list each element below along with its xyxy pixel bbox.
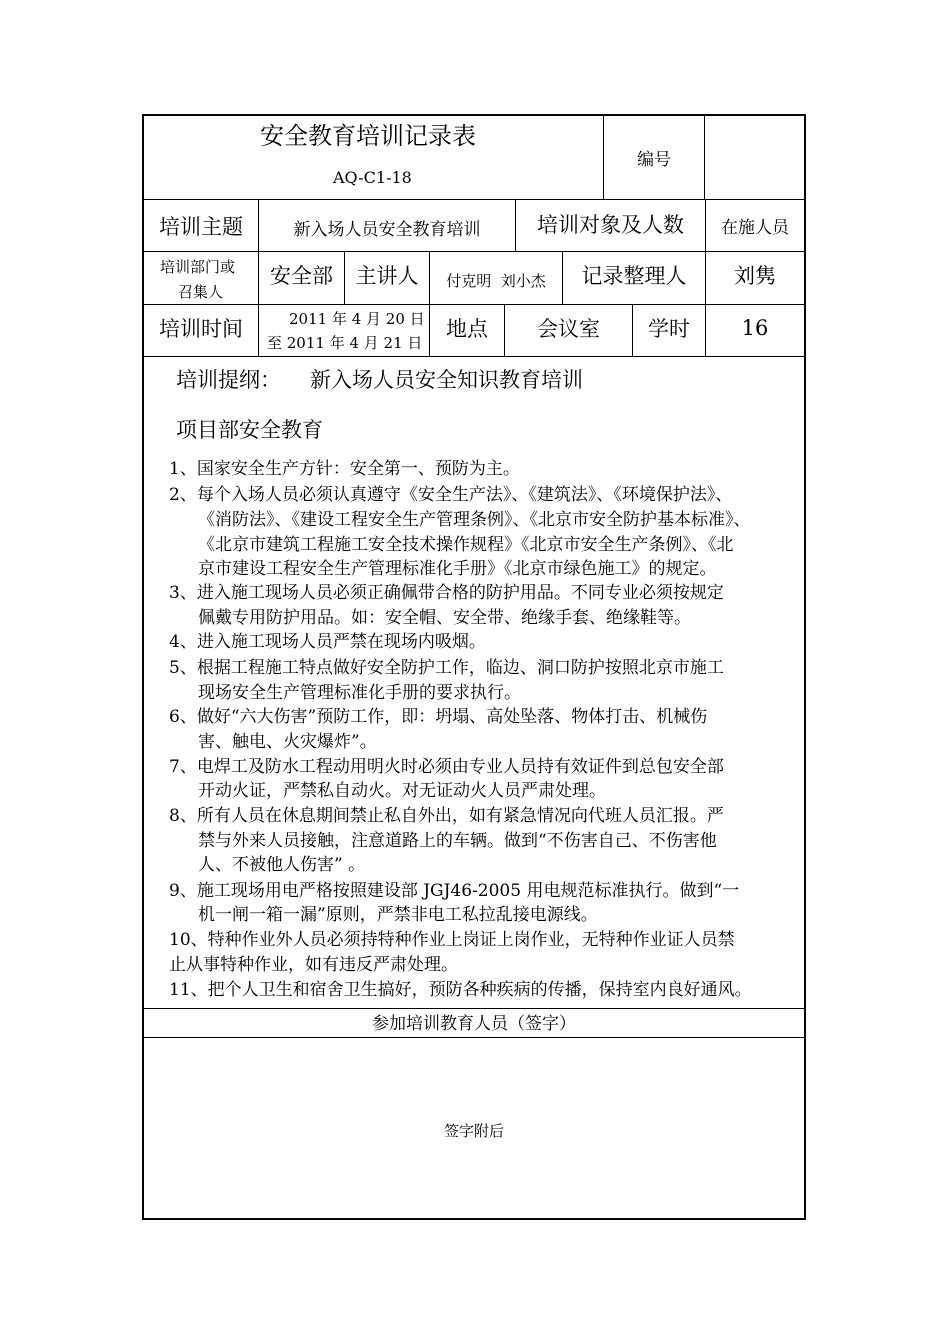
outline-line: 8、所有人员在休息期间禁止私自外出，如有紧急情况向代班人员汇报。严 (169, 806, 724, 826)
speaker-label (345, 250, 429, 300)
audience-value-text: 在施人员 (721, 218, 789, 238)
outline-line: 《北京市建筑工程施工安全技术操作规程》《北京市安全生产条例》、《北 (198, 535, 734, 555)
number-label-text: 编号 (637, 150, 671, 170)
hours-value (706, 305, 804, 351)
outline-subtitle: 项目部安全教育 (176, 418, 323, 442)
outline-line: 11、把个人卫生和宿舍卫生搞好，预防各种疾病的传播，保持室内良好通风。 (169, 980, 752, 1000)
hours-value-text: 16 (741, 316, 769, 340)
hours-label-text: 学时 (648, 317, 690, 341)
outline-line: 人、不被他人伤害” 。 (198, 855, 366, 875)
hours-label (633, 305, 705, 351)
dept-value-text: 安全部 (270, 264, 333, 288)
number-label (604, 116, 704, 199)
recorder-label (563, 250, 705, 300)
col-divider (258, 304, 259, 357)
outline-line: 害、触电、火灾爆炸”。 (198, 732, 377, 752)
topic-value (259, 204, 515, 251)
outline-header-value: 新入场人员安全知识教育培训 (310, 368, 583, 392)
row-divider (142, 356, 806, 357)
outline-line: 10、特种作业外人员必须持特种作业上岗证上岗作业，无特种作业证人员禁 (169, 930, 735, 950)
place-label-text: 地点 (446, 317, 488, 341)
speaker-value-text: 付克明 刘小杰 (446, 271, 546, 290)
audience-label (516, 198, 705, 249)
number-value (705, 116, 804, 199)
table-border-left (142, 114, 144, 1220)
signature-note (144, 1115, 804, 1145)
speaker-value (430, 256, 562, 304)
place-value-text: 会议室 (537, 317, 600, 341)
outline-line: 5、根据工程施工特点做好安全防护工作，临边、洞口防护按照北京市施工 (169, 658, 724, 678)
topic-value-text: 新入场人员安全教育培训 (293, 220, 481, 240)
outline-line: 佩戴专用防护用品。如：安全帽、安全带、绝缘手套、绝缘鞋等。 (198, 608, 691, 628)
time-line2: 至 2011 年 4 月 21 日 (267, 334, 423, 352)
row-divider (142, 1037, 806, 1038)
dept-label-line1: 培训部门或 (160, 258, 236, 276)
outline-line: 京市建设工程安全生产管理标准化手册》《北京市绿色施工》的规定。 (198, 559, 717, 579)
outline-header-label: 培训提纲： (176, 368, 281, 392)
form-title: 安全教育培训记录表 (260, 122, 476, 150)
outline-line: 1、国家安全生产方针：安全第一、预防为主。 (169, 459, 520, 479)
signature-header (144, 1009, 804, 1033)
outline-line: 止从事特种作业，如有违反严肃处理。 (169, 955, 458, 975)
outline-line: 开动火证，严禁私自动火。对无证动火人员严肃处理。 (198, 781, 606, 801)
outline-line: 《消防法》、《建设工程安全生产管理条例》、《北京市安全防护基本标准》、 (198, 510, 751, 530)
signature-note-text: 签字附后 (443, 1121, 504, 1140)
topic-label (144, 200, 258, 251)
form-code: AQ-C1-18 (333, 168, 412, 187)
outline-line: 6、做好“六大伤害”预防工作，即：坍塌、高处坠落、物体打击、机械伤 (169, 707, 708, 727)
recorder-value-text: 刘隽 (734, 264, 776, 288)
dept-value (259, 250, 344, 300)
time-label (144, 305, 258, 351)
outline-line: 机一闸一箱一漏”原则，严禁非电工私拉乱接电源线。 (198, 905, 598, 925)
dept-label-line2: 召集人 (178, 283, 224, 301)
audience-label-text: 培训对象及人数 (537, 212, 684, 237)
outline-line: 3、进入施工现场人员必须正确佩带合格的防护用品。不同专业必须按规定 (169, 583, 724, 603)
outline-line: 9、施工现场用电严格按照建设部 JGJ46-2005 用电规范标准执行。做到“一 (169, 881, 740, 901)
recorder-value (706, 250, 804, 300)
topic-label-text: 培训主题 (159, 214, 243, 239)
outline-line: 现场安全生产管理标准化手册的要求执行。 (198, 683, 521, 703)
outline-line: 禁与外来人员接触，注意道路上的车辆。做到“不伤害自己、不伤害他 (198, 831, 717, 851)
table-border-bottom (142, 1218, 806, 1220)
speaker-label-text: 主讲人 (355, 264, 419, 288)
signature-header-text: 参加培训教育人员（签字） (372, 1013, 576, 1034)
time-label-text: 培训时间 (159, 317, 243, 341)
outline-line: 2、每个入场人员必须认真遵守《安全生产法》、《建筑法》、《环境保护法》、 (169, 485, 733, 505)
recorder-label-text: 记录整理人 (581, 264, 687, 288)
place-value (505, 305, 632, 351)
outline-line: 4、进入施工现场人员严禁在现场内吸烟。 (169, 632, 486, 652)
place-label (430, 305, 504, 351)
table-border-right (804, 114, 806, 1220)
audience-value (706, 200, 804, 251)
time-line1: 2011 年 4 月 20 日 (289, 310, 425, 328)
outline-line: 7、电焊工及防水工程动用明火时必须由专业人员持有效证件到总包安全部 (169, 757, 724, 777)
